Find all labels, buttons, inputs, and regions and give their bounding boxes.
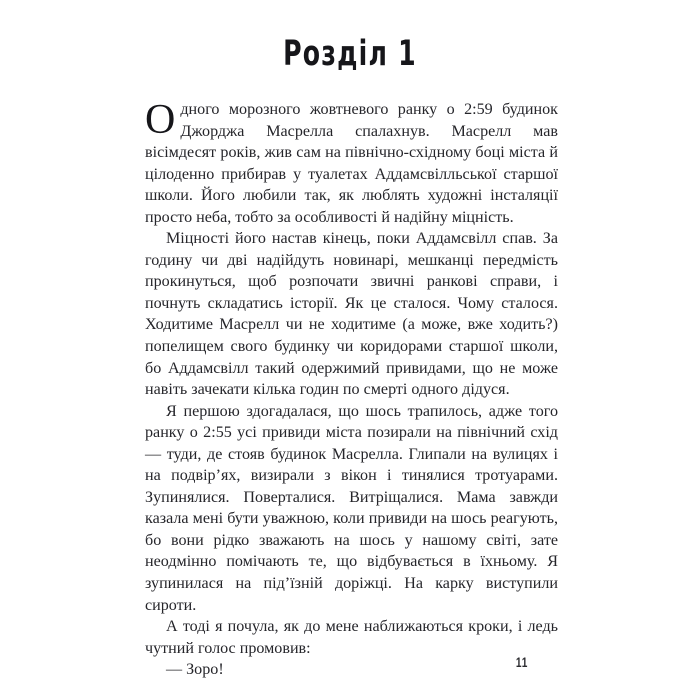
body-text-block: [145, 99, 558, 681]
page-number: 11: [515, 655, 529, 670]
paragraph-1-text: дного морозного жовтневого ранку о 2:59 будинок Джорджа Масрелла спалахнув. Масрелл мав вісімдесят років, жив сам на північно-східному боці міста й цілоденно прибирав у туалетах Аддамсвілльської старшої школи. Його любили так, як люблять художні інсталяції просто неба, тобто за особливості й надійну міцність.: [145, 101, 558, 226]
paragraph-3: Я першою здогадалася, що шось трапилось, адже того ранку о 2:55 усі привиди міста позирали на північний схід — туди, де стояв будинок Масрелла. Глипали на вулицях і на подвір’ях, визирали з вікон і тинялися тротуарами. Зупинялися. Поверталися. Витріщалися. Мама завжди казала мені бути уважною, коли привиди на шось реагують, бо вони рідко зважають на шось у нашому світі, зате неодмінно помічають те, що відбувається в їхньому. Я зупинилася на під’їзній доріжці. На карку виступили сироти.: [145, 402, 558, 614]
paragraph-2: Міцності його настав кінець, поки Аддамсвілл спав. За годину чи дві надійдуть новинарі, мешканці передмість прокинуться, щоб розпочати звичні ранкові справи, і почнуть складатись історії. Як це сталося. Чому сталося. Ходитиме Масрелл чи не ходитиме (а може, вже ходить?) попелищем свого будинку чи коридорами старшої школи, бо Аддамсвілл такий одержимий привидами, що не може навіть зачекати кілька годин по смерті одного дідуся.: [145, 230, 558, 399]
paragraph-1: [145, 99, 558, 228]
dialogue-line: — Зоро!: [166, 661, 224, 679]
paragraph-4: А тоді я почула, як до мене наближаються кроки, і ледь чутний голос промовив:: [145, 618, 558, 657]
drop-cap-letter: О: [145, 97, 176, 143]
chapter-title: Розділ 1: [283, 34, 417, 75]
